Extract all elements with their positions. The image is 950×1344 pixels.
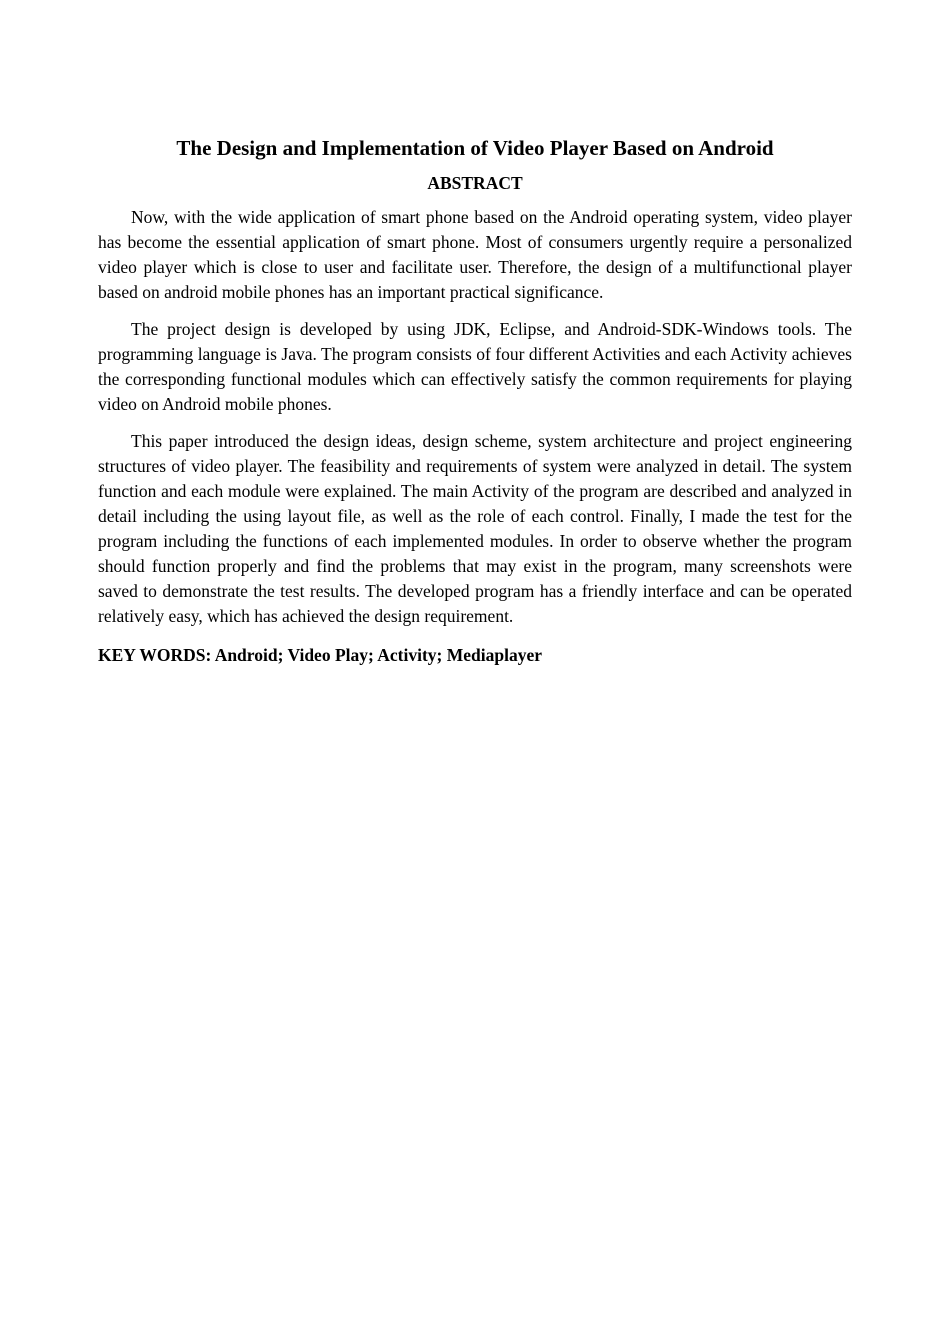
document-title: The Design and Implementation of Video Player Based on Android bbox=[176, 136, 774, 160]
abstract-paragraph-3: This paper introduced the design ideas, design scheme, system architecture and project engineering structures of video player. The feasibility and requirements of system were analyzed in detail. The system function and each module were explained. The main Activity of the program are described and analyzed in detail including the using layout file, as well as the role of each control. Finally, I made the test for the program including the functions of each implemented modules. In order to observe whether the program should function properly and find the problems that may exist in the program, many screenshots were saved to demonstrate the test results. The developed program has a friendly interface and can be operated relatively easy, which has achieved the design requirement. bbox=[98, 431, 852, 626]
document-page bbox=[98, 134, 852, 668]
abstract-paragraph-2: The project design is developed by using JDK, Eclipse, and Android-SDK-Windows tools. The programming language is Java. The program consists of four different Activities and each Activity achieves the corresponding functional modules which can effectively satisfy the common requirements for playing video on Android mobile phones. bbox=[98, 319, 852, 414]
keywords-line: KEY WORDS: Android; Video Play; Activity; Mediaplayer bbox=[98, 645, 542, 665]
abstract-paragraph-1: Now, with the wide application of smart phone based on the Android operating system, video player has become the essential application of smart phone. Most of consumers urgently require a personalized video player which is close to user and facilitate user. Therefore, the design of a multifunctional player based on android mobile phones has an important practical significance. bbox=[98, 207, 852, 302]
abstract-heading: ABSTRACT bbox=[427, 173, 523, 193]
